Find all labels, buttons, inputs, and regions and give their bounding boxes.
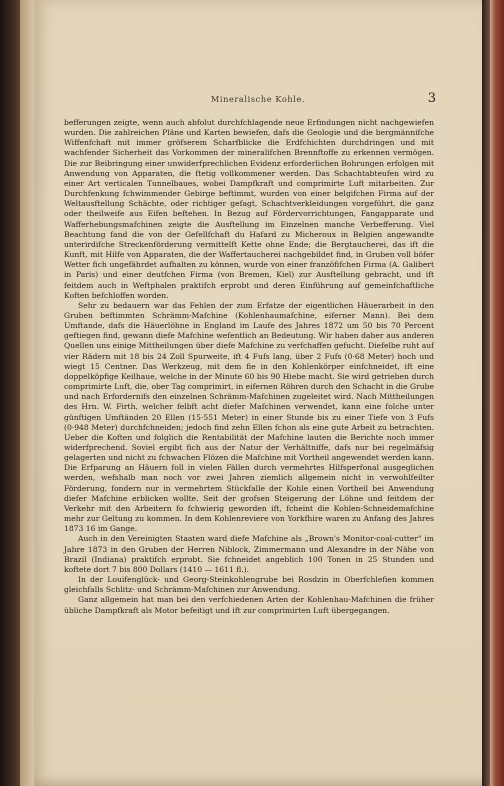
body-text <box>64 118 434 616</box>
page-edge-tint <box>482 0 490 786</box>
page-header <box>34 92 482 110</box>
running-head: Mineralische Kohle. <box>210 94 306 104</box>
facing-page-edge <box>20 0 34 786</box>
book-fore-edge <box>490 0 504 786</box>
book-binding-shadow <box>0 0 20 786</box>
paragraph: Ganz allgemein hat man bei den verfchiedenen Arten der Kohlenhau-Mafchinen die früher übliche Dampfkraft als Motor befeitigt und ift zur comprimirten Luft übergegangen. <box>64 595 434 615</box>
paragraph: In der Louifenglück- und Georg-Steinkohlengrube bei Rosdzin in Oberfchlefien kommen gleichfalls Schlitz- und Schrämm-Mafchinen zur Anwendung. <box>64 575 434 595</box>
book-page <box>34 0 482 786</box>
page-number: 3 <box>427 91 436 106</box>
paragraph: Sehr zu bedauern war das Fehlen der zum Erfatze der eigentlichen Häuerarbeit in den Gruben beftimmten Schrämm-Mafchine (Kohlenhaumafchine, eiferner Mann). Bei dem Umftande, dafs die Häuerlöhne in England im Laufe des Jahres 1872 um 50 bis 70 Percent geftiegen find, gewann diefe Mafchine wefentlich an Bedeutung. Wir haben daher aus anderen Quellen uns einige Mittheilungen über diefe Mafchine zu verfchaffen gefucht. Diefelbe ruht auf vier Rädern mit 18 bis 24 Zoll Spurweite, ift 4 Fufs lang, über 2 Fufs (0·68 Meter) hoch und wiegt 15 Centner. Das Werkzeug, mit dem fie in den Kohlenkörper einfchneidet, ift eine doppelköpfige Keilhaue, welche in der Minute 60 bis 90 Hiebe macht. Sie wird getrieben durch comprimirte Luft, die, ober Tag comprimirt, in eifernen Röhren durch den Schacht in die Grube und nach Erfordernifs den einzelnen Schrämm-Mafchinen zugeleitet wird. Nach Mittheilungen des Hrn. W. Firth, welcher felbft acht diefer Mafchinen verwendet, kann eine folche unter günftigen Umftänden 20 Ellen (15·551 Meter) in einer Stunde bis zu einer Tiefe von 3 Fufs (0·948 Meter) durchfchneiden; jedoch find zehn Ellen fchon als eine gute Arbeit zu betrachten. Ueber die Koften und folglich die Rentabilität der Mafchine lauten die Berichte noch immer widerfprechend. Soviel ergibt fich aus der Natur der Verhältniffe, dafs nur bei regelmäfsig gelagerten und nicht zu fchwachen Flözen die Mafchine mit Vortheil angewendet werden kann. Die Erfparung an Häuern foll in vielen Fällen durch vermehrtes Hilfsperfonal ausgeglichen werden, wefshalb man noch vor zwei Jahren ziemlich allgemein nicht in verwohlfeilter Förderung, fondern nur in vermehrtem Stückfalle der Kohle einen Vortheil bei Anwendung diefer Mafchine erblicken wollte. Seit der grofsen Steigerung der Löhne und feitdem der Verkehr mit den Arbeitern fo fchwierig geworden ift, fcheint die Kohlen-Schneidemafchine mehr zur Geltung zu kommen. In dem Kohlenreviere von Yorkfhire waren zu Anfang des Jahres 1873 16 im Gange. <box>64 300 434 534</box>
page-bottom-shading <box>34 774 482 786</box>
paragraph: Auch in den Vereinigten Staaten ward diefe Mafchine als „Brown's Monitor-coal-cutter" im Jahre 1873 in den Gruben der Herren Niblock, Zimmermann und Alexandre in der Nähe von Brazil (Indiana) praktifch erprobt. Sie fchneidet angeblich 100 Tonen in 25 Stunden und koftete dort 7 bis 800 Dollars (1410 — 1611 fl.). <box>64 534 434 574</box>
paragraph: befferungen zeigte, wenn auch abfolut durchfchlagende neue Erfindungen nicht nachgewiefen wurden. Die zahlreichen Pläne und Karten bewiefen, dafs die Geologie und die bergmännifche Wiffenfchaft mit immer gröfserem Scharfblicke die Erdfchichten durchdringen und mit wachfender Sicherheit das Vorkommen der mineralifchen Brennftoffe zu erkennen vermögen. Die zur Beibringung einer unwiderfprechlichen Evidenz erforderlichen Bohrungen erfolgen mit Anwendung von Apparaten, die ftetig vollkommener werden. Das Schachtabteufen wird zu einer Art verticalen Tunnelbaues, wobei Dampfkraft und comprimirte Luft mitarbeiten. Zur Durchfenkung fchwimmender Gebirge beftimmt, wurden von einer belgifchen Firma auf der Weltausftellung Schächte, oder richtiger gefagt, Schachtverkleidungen vorgeführt, die ganz oder theilweife aus Eifen beftehen. In Bezug auf Fördervorrichtungen, Fangapparate und Wafferhebungsmafchinen zeigte die Ausftellung im Einzelnen manche Verbefferung. Viel Beachtung fand die von der Gefellfchaft du Hafard zu Micheroux in Belgien angewandte unterirdifche Streckenförderung vermittelft Kette ohne Ende; die Bergtaucherei, das ift die Kunft, mit Hilfe von Apparaten, die der Waffertaucherei nachgebildet find, in Gruben voll böfer Wetter fich ungefährdet aufhalten zu können, wurde von einer franzöfifchen Firma (A. Galibert in Paris) und einer deutfchen Firma (von Bremen, Kiel) zur Ausftellung gebracht, und ift feitdem auch in Weftphalen praktifch erprobt und deren Einführung auf gemeinfchaftliche Koften befchloffen worden. <box>64 118 434 300</box>
